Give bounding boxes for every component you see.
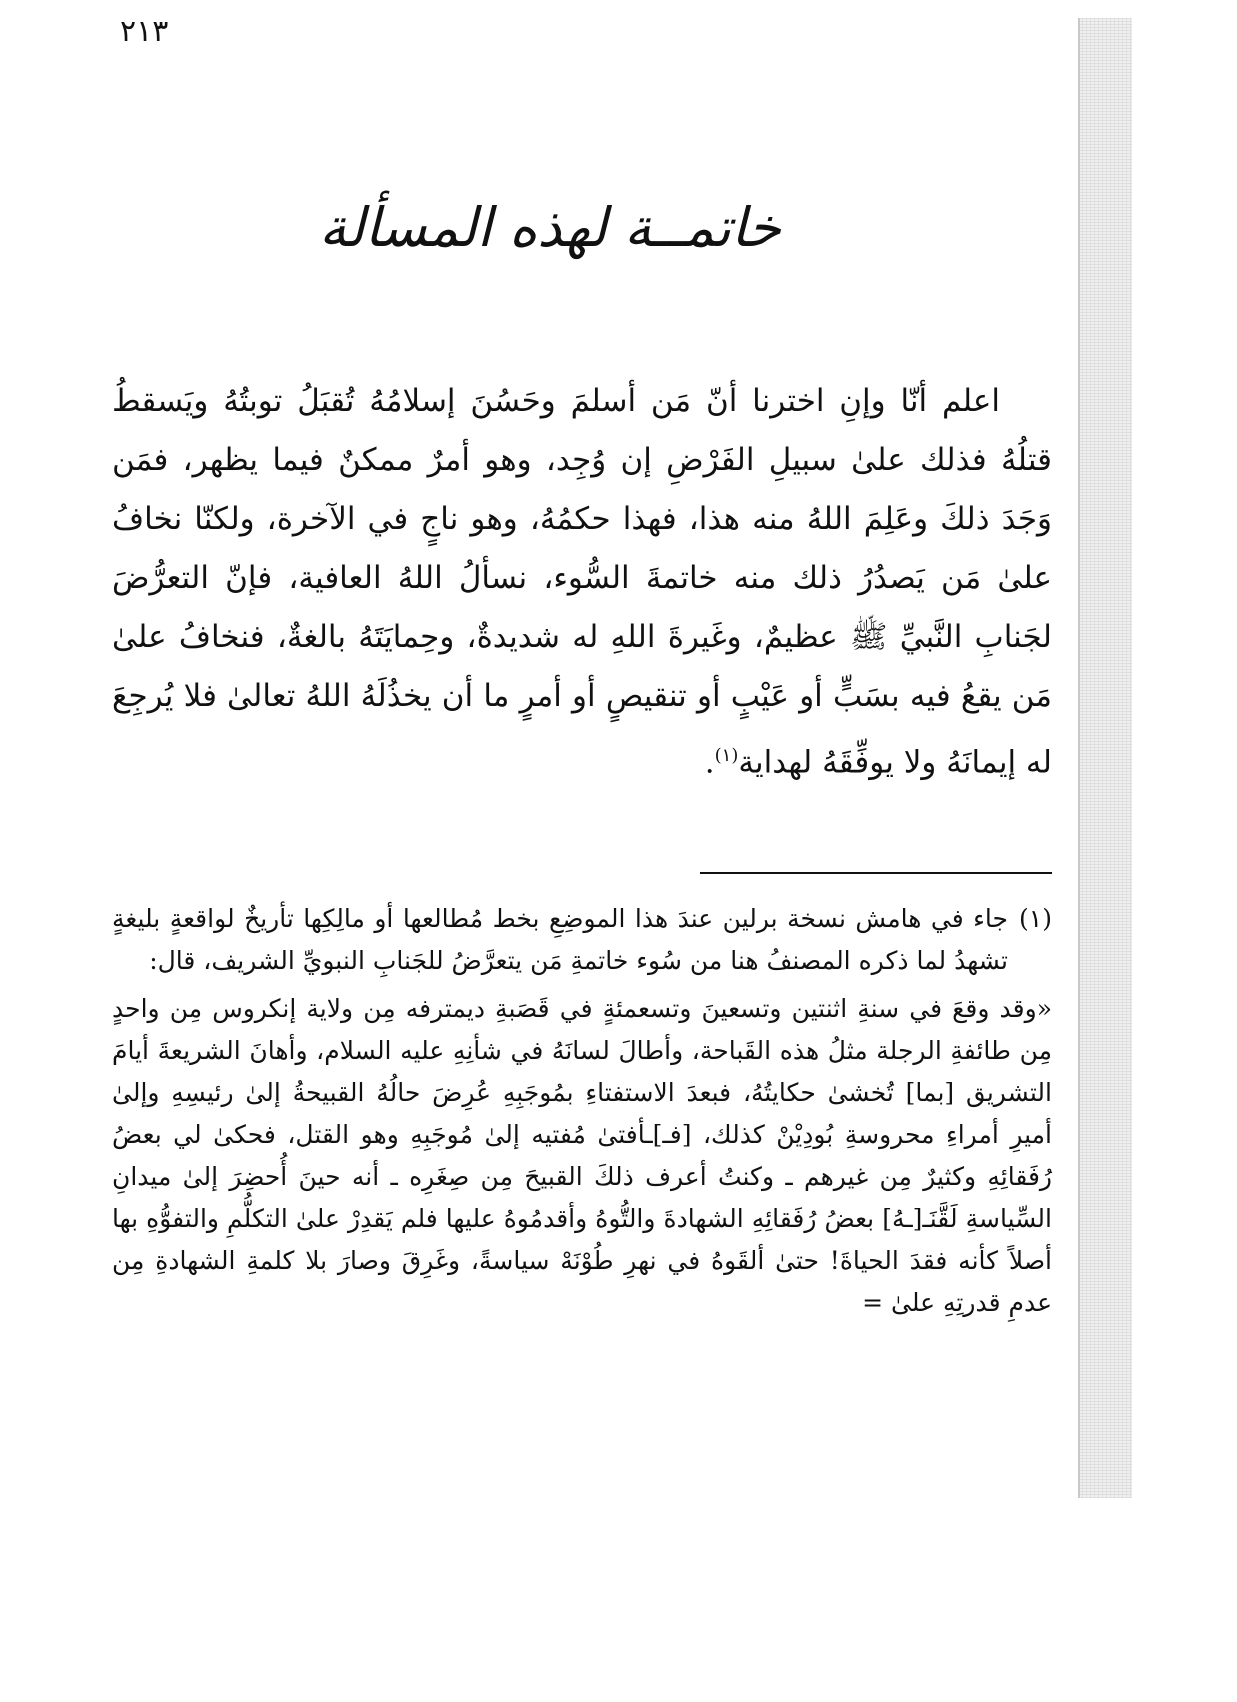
body-paragraph-end: . [704,744,715,781]
footnote-reference: (١) [714,745,739,766]
body-paragraph [112,372,1052,792]
chapter-title: خاتمــة لهذه المسألة [319,196,781,259]
footnote-quote: «وقد وقعَ في سنةِ اثنتين وتسعينَ وتسعمئةٍ في قَصَبةِ ديمترفه مِن ولاية إنكروس مِن واحدٍ مِن طائفةِ الرجلة مثلُ هذه القَباحة، وأطالَ لسانَهُ في شأنِهِ عليه السلام، وأهانَ الشريعةَ أيامَ التشريق [بما] تُخشىٰ حكايتُهُ، فبعدَ الاستفتاءِ بمُوجَبِهِ عُرِضَ حالُهُ القبيحةُ إلىٰ رئيسِهِ وإلىٰ أميرِ أمراءِ محروسةِ بُودِيْنْ كذلك، [فـ]ـأفتىٰ مُفتيه إلىٰ مُوجَبِهِ وهو القتل، فحكىٰ لي بعضُ رُفَقائِهِ وكثيرٌ مِن غيرهم ـ وكنتُ أعرف ذلكَ القبيحَ مِن صِغَرِه ـ أنه حينَ أُحضِرَ إلىٰ ميدانِ السِّياسةِ لَقَّنَـ[ـهُ] بعضُ رُفَقائِهِ الشهادةَ والتُّوهُ وأقدمُوهُ عليها فلم يَقدِرْ علىٰ التكلُّمِ والتفوُّهِ بها أصلاً كأنه فقدَ الحياةَ! حتىٰ ألقَوهُ في نهرِ طُوْنَهْ سياسةً، وغَرِقَ وصارَ بلا كلمةِ الشهادةِ مِن عدمِ قدرتِهِ علىٰ = [112,994,1052,1317]
scan-edge-line [1078,18,1080,1498]
footnotes-section [112,898,1052,1328]
footnote-separator [700,872,1052,874]
body-paragraph-text: اعلم أنّا وإنِ اخترنا أنّ مَن أسلمَ وحَسُنَ إسلامُهُ تُقبَلُ توبتُهُ ويَسقطُ قتلُهُ فذلك علىٰ سبيلِ الفَرْضِ إن وُجِد، وهو أمرٌ ممكنٌ فيما يظهر، فمَن وَجَدَ ذلكَ وعَلِمَ اللهُ منه هذا، فهذا حكمُهُ، وهو ناجٍ في الآخرة، ولكنّا نخافُ علىٰ مَن يَصدُرُ ذلك منه خاتمةَ السُّوء، نسألُ اللهُ العافية، فإنّ التعرُّضَ لجَنابِ النَّبيِّ ﷺ عظيمٌ، وغَيرةَ اللهِ له شديدةٌ، وحِمايَتَهُ بالغةٌ، فنخافُ علىٰ مَن يقعُ فيه بسَبٍّ أو عَيْبٍ أو تنقيصٍ أو أمرٍ ما أن يخذُلَهُ اللهُ تعالىٰ فلا يُرجِعَ له إيمانَهُ ولا يوفِّقَهُ لهداية [112,383,1052,781]
footnote-intro-text: جاء في هامش نسخة برلين عندَ هذا الموضِعِ بخط مُطالعها أو مالِكِها تأريخٌ لواقعةٍ بليغةٍ تشهدُ لما ذكره المصنفُ هنا من سُوء خاتمةِ مَن يتعرَّضُ للجَنابِ النبويِّ الشريف، قال: [112,904,1008,975]
footnote-1 [112,898,1052,982]
scan-edge-shading [1078,18,1132,1498]
page-number: ٢١٣ [120,14,169,49]
footnote-marker: (١) [1019,904,1052,933]
